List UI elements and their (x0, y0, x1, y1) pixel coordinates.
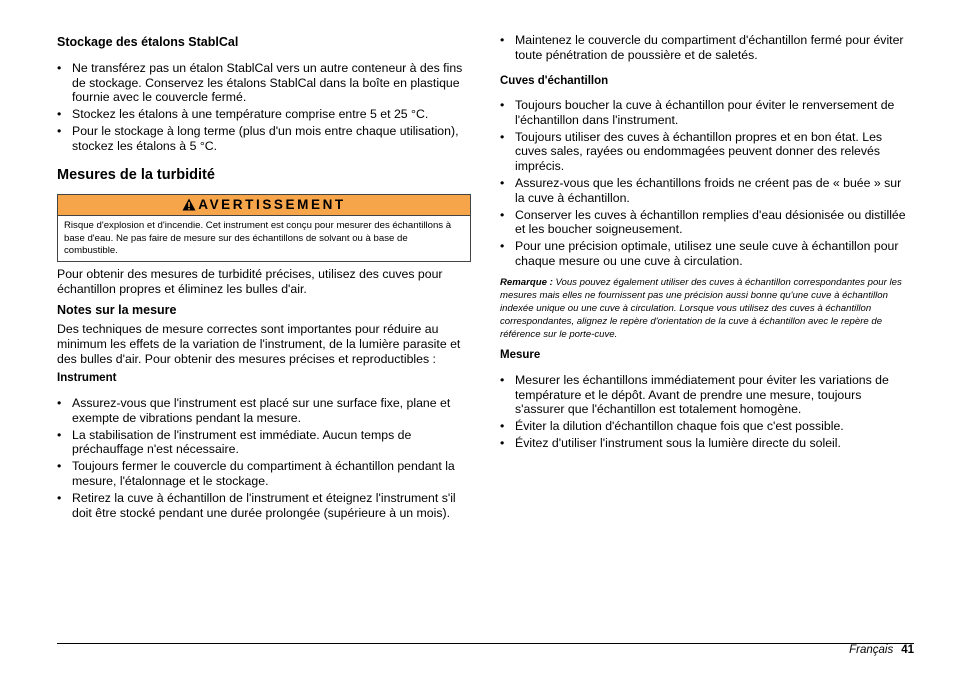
list-item (500, 98, 914, 127)
bullet-icon: • (500, 129, 505, 144)
list-item (500, 436, 910, 451)
stablcal-heading: Stockage des étalons StablCal (57, 35, 239, 49)
list-item (500, 419, 910, 434)
bullet-icon: • (500, 98, 505, 112)
list-item-text: La stabilisation de l'instrument est immédiate. Aucun temps de préchauffage n'est nécessaire. (72, 427, 412, 457)
list-item (500, 239, 914, 268)
cover-list (500, 33, 905, 65)
list-item-text: Assurez-vous que l'instrument est placé sur une surface fixe, plane et exempte de vibrations pendant la mesure. (72, 396, 451, 425)
list-item (500, 33, 905, 62)
bullet-icon: • (500, 207, 505, 222)
list-item-text: Mesurer les échantillons immédiatement pour éviter les variations de température et le dépôt. Avant de prendre une mesure, toujours s'assurer que l'échantillon est totalement homogène. (515, 373, 889, 417)
list-item (57, 61, 467, 105)
notes-heading: Notes sur la mesure (57, 303, 177, 317)
list-item-text: Pour le stockage à long terme (plus d'un mois entre chaque utilisation), stockez les étalons à 5 °C. (72, 124, 459, 153)
list-item (500, 130, 914, 174)
bullet-icon: • (57, 107, 62, 122)
bullet-icon: • (57, 124, 62, 139)
bullet-icon: • (500, 373, 505, 387)
list-item (500, 373, 910, 417)
note-paragraph (500, 277, 914, 342)
cells-heading: Cuves d'échantillon (500, 75, 609, 87)
warning-box (57, 194, 471, 262)
instrument-heading: Instrument (57, 372, 117, 384)
bullet-icon: • (500, 419, 505, 434)
bullet-icon: • (57, 491, 62, 506)
bullet-icon: • (57, 61, 62, 75)
list-item-text: Éviter la dilution d'échantillon chaque fois que c'est possible. (515, 419, 844, 434)
footer-language: Français (849, 644, 894, 656)
list-item (500, 176, 914, 205)
warning-text: Risque d'explosion et d'incendie. Cet instrument est conçu pour mesurer des échantillons à base d'eau. Ne pas faire de mesure sur des échantillons de solvant ou à base de combustible. (64, 220, 452, 256)
bullet-icon: • (57, 396, 62, 410)
footer-rule (57, 643, 914, 644)
list-item (57, 459, 469, 488)
list-item-text: Pour une précision optimale, utilisez une seule cuve à échantillon pour chaque mesure ou une cuve à circulation. (515, 239, 899, 268)
list-item-text: Assurez-vous que les échantillons froids ne créent pas de « buée » sur la cuve à échantillon. (515, 175, 902, 205)
list-item-text: Toujours fermer le couvercle du compartiment à échantillon pendant la mesure, l'étalonnage et le stockage. (72, 459, 455, 488)
list-item-text: Maintenez le couvercle du compartiment d'échantillon fermé pour éviter toute pénétration de poussière et de saletés. (515, 33, 904, 62)
warning-header (58, 195, 470, 216)
list-item (500, 208, 914, 237)
turbidity-intro: Pour obtenir des mesures de turbidité précises, utilisez des cuves pour échantillon propres et éliminez les bulles d'air. (57, 267, 443, 296)
warning-triangle-icon (182, 198, 196, 211)
notes-intro: Des techniques de mesure correctes sont importantes pour réduire au minimum les effets de la variation de l'instrument, de la lumière parasite et des bulles d'air. Pour obtenir des mesures précises et reproductibles : (57, 322, 461, 366)
bullet-icon: • (500, 436, 505, 451)
warning-label: AVERTISSEMENT (198, 197, 346, 212)
note-text: Vous pouvez également utiliser des cuves à échantillon correspondantes pour les mesures mais elles ne fournissent pas une précision aussi bonne qu'une cuve à échantillon indexée unique ou une cuve à circulation. Lorsque vous utilisez des cuves à échantillon correspondantes, alignez le repère d'orientation de la cuve à échantillon avec le repère de référence sur le porte-cuve. (500, 277, 902, 340)
page-footer (849, 643, 914, 657)
list-item-text: Toujours boucher la cuve à échantillon pour éviter le renversement de l'échantillon dans l'instrument. (515, 98, 895, 127)
list-item (57, 491, 469, 520)
bullet-icon: • (57, 427, 62, 442)
bullet-icon: • (500, 33, 505, 47)
instrument-list (57, 396, 469, 523)
bullet-icon: • (500, 239, 505, 254)
bullet-icon: • (500, 175, 505, 190)
list-item (57, 396, 469, 425)
note-label: Remarque : (500, 277, 553, 288)
list-item-text: Ne transférez pas un étalon StablCal vers un autre conteneur à des fins de stockage. Conservez les étalons StablCal dans la boîte en plastique fournie avec le couvercle fermé. (72, 61, 463, 105)
page-number: 41 (901, 644, 914, 656)
list-item-text: Retirez la cuve à échantillon de l'instrument et éteignez l'instrument s'il doit être stocké pendant une durée prolongée (supérieure à un mois). (72, 491, 456, 520)
stablcal-list (57, 61, 467, 156)
measure-list (500, 373, 910, 453)
cells-list (500, 98, 914, 271)
list-item-text: Toujours utiliser des cuves à échantillon propres et en bon état. Les cuves sales, rayées ou endommagées peuvent donner des relevés imprécis. (515, 129, 883, 173)
list-item (57, 124, 467, 153)
list-item-text: Conserver les cuves à échantillon remplies d'eau désionisée ou distillée et les boucher soigneusement. (515, 207, 906, 237)
list-item-text: Stockez les étalons à une température comprise entre 5 et 25 °C. (72, 107, 429, 122)
measure-heading: Mesure (500, 349, 541, 361)
list-item-text: Évitez d'utiliser l'instrument sous la lumière directe du soleil. (515, 436, 841, 451)
list-item (57, 107, 467, 122)
list-item (57, 428, 469, 457)
bullet-icon: • (57, 459, 62, 474)
turbidity-heading: Mesures de la turbidité (57, 167, 215, 183)
